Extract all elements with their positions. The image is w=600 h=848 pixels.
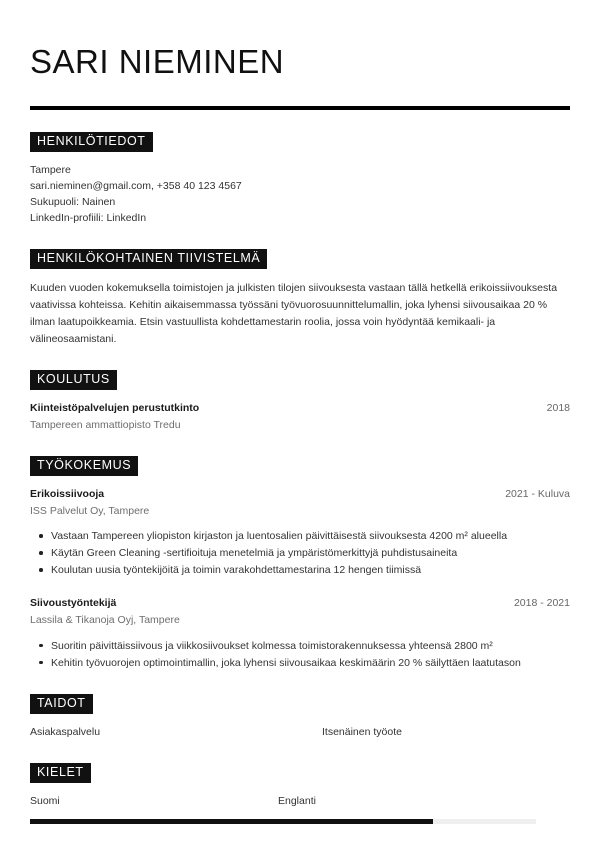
section-heading-experience: TYÖKOKEMUS <box>30 456 138 476</box>
section-languages <box>30 763 570 824</box>
job-employer: ISS Palvelut Oy, Tampere <box>30 504 150 517</box>
experience-entry <box>30 487 570 580</box>
experience-body <box>30 487 570 672</box>
job-date: 2018 - 2021 <box>513 597 570 610</box>
summary-text: Kuuden vuoden kokemuksella toimistojen ja julkisten tilojen siivouksesta vastaan tällä hetkellä erikoissiivouksesta vaativissa kohteissa. Kehitin aikaisemmassa työssäni työvuorosuunnittelumallin, joka lyhensi siivousaikaa 20 % ilman laatupoikkeamia. Etsin vastuullista kohdettamestarin roolia, jossa voin hyödyntää kemikaali- ja välineosaamistani. <box>30 282 558 346</box>
language-item-finnish <box>30 794 278 824</box>
list-item: Kehitin työvuorojen optimointimallin, joka lyhensi siivousaikaa keskimäärin 20 % säilyttäen laatutason <box>30 655 570 672</box>
skills-column-right <box>322 725 570 741</box>
contact-city: Tampere <box>30 164 71 177</box>
language-label: Suomi <box>30 794 60 807</box>
list-item: Vastaan Tampereen yliopiston kirjaston ja luentosalien päivittäisestä siivouksesta 4200 m² alueella <box>30 528 570 545</box>
personal-details-body <box>30 163 570 227</box>
skill-item: Itsenäinen työote <box>322 725 402 738</box>
experience-entry-header <box>30 487 570 503</box>
job-title: Siivoustyöntekijä <box>30 597 117 610</box>
section-summary <box>30 249 570 348</box>
contact-gender: Sukupuoli: Nainen <box>30 196 116 209</box>
education-institution: Tampereen ammattiopisto Tredu <box>30 418 181 431</box>
language-item-english <box>278 794 526 824</box>
list-item: Suoritin päivittäissiivous ja viikkosiivoukset kolmessa toimistorakennuksessa yhteensä 2800 m² <box>30 638 570 655</box>
section-heading-summary: HENKILÖKOHTAINEN TIIVISTELMÄ <box>30 249 267 269</box>
skills-body <box>30 725 570 741</box>
list-item: Koulutan uusia työntekijöitä ja toimin varakohdettamestarina 12 hengen tiimissä <box>30 562 570 579</box>
language-level-track <box>30 819 288 824</box>
job-date: 2021 - Kuluva <box>505 487 570 500</box>
skills-column-left <box>30 725 278 741</box>
job-employer: Lassila & Tikanoja Oyj, Tampere <box>30 614 180 627</box>
skill-item: Asiakaspalvelu <box>30 725 101 738</box>
summary-body <box>30 280 570 348</box>
experience-entry-header <box>30 596 570 612</box>
job-bullet-list <box>30 638 570 672</box>
header-divider <box>30 106 570 110</box>
languages-grid <box>30 794 570 824</box>
experience-entry <box>30 596 570 672</box>
section-heading-personal-details: HENKILÖTIEDOT <box>30 132 153 152</box>
language-label: Englanti <box>278 794 316 807</box>
education-entry-header <box>30 401 570 417</box>
education-body <box>30 401 570 434</box>
section-heading-skills: TAIDOT <box>30 694 93 714</box>
education-degree: Kiinteistöpalvelujen perustutkinto <box>30 402 200 415</box>
education-entry <box>30 401 570 434</box>
section-personal-details <box>30 132 570 227</box>
language-level-fill <box>278 819 433 824</box>
job-title: Erikoissiivooja <box>30 487 105 500</box>
education-date: 2018 <box>546 402 570 415</box>
section-education <box>30 370 570 434</box>
job-bullet-list <box>30 528 570 579</box>
page-title: SARI NIEMINEN <box>30 43 285 80</box>
skills-grid <box>30 725 570 741</box>
section-experience <box>30 456 570 672</box>
contact-linkedin: LinkedIn-profiili: LinkedIn <box>30 211 147 224</box>
language-level-fill <box>30 819 288 824</box>
contact-email-phone: sari.nieminen@gmail.com, +358 40 123 4567 <box>30 180 242 193</box>
list-item: Käytän Green Cleaning -sertifioituja menetelmiä ja ympäristömerkittyjä puhdistusaineita <box>30 545 570 562</box>
section-heading-languages: KIELET <box>30 763 91 783</box>
language-level-track <box>278 819 536 824</box>
section-skills <box>30 694 570 741</box>
resume-content <box>30 0 570 824</box>
languages-body <box>30 794 570 824</box>
section-heading-education: KOULUTUS <box>30 370 117 390</box>
